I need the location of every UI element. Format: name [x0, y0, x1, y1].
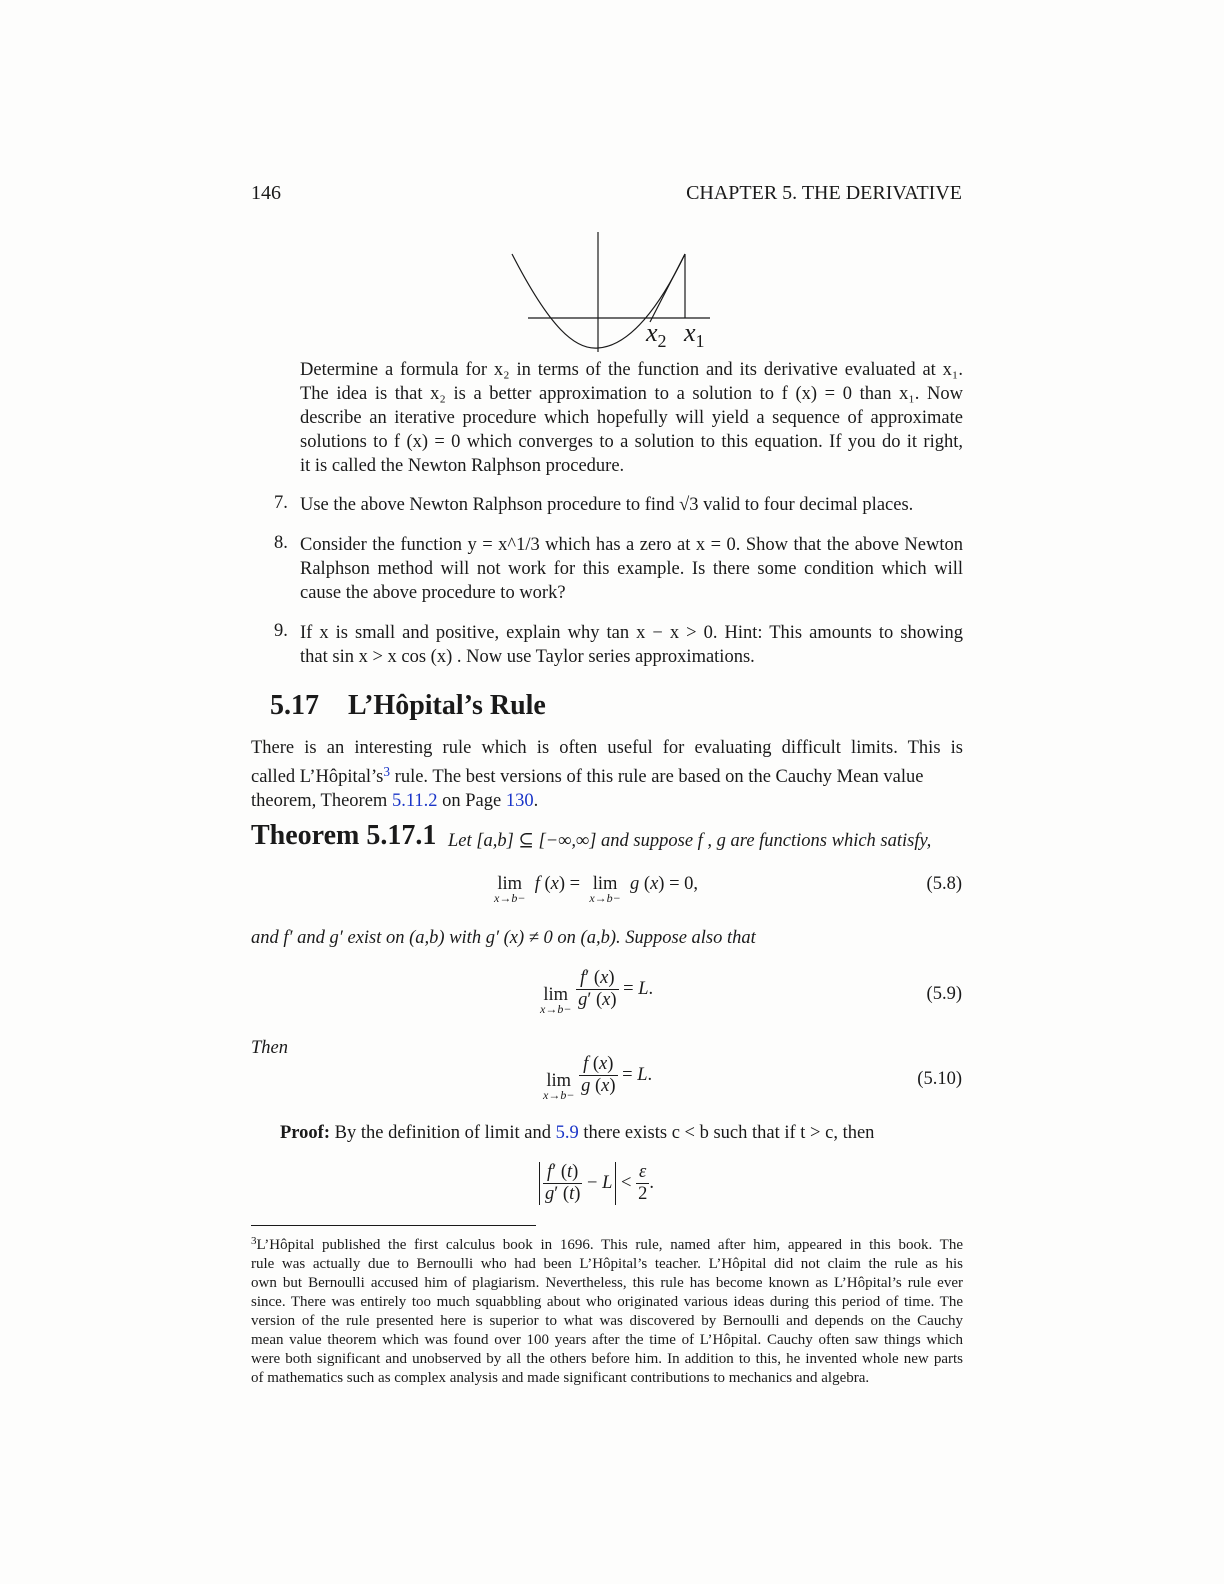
theorem-statement: Let [a,b] ⊆ [−∞,∞] and suppose f , g are functions which satisfy,	[448, 831, 932, 851]
exercise-number: 9.	[274, 621, 288, 641]
tangent-line	[650, 254, 685, 322]
text-line: version of the rule presented here is superior to what was discovered by Bernoulli and depends on the Cauchy	[251, 1312, 963, 1329]
page-link[interactable]: 130	[505, 790, 534, 811]
exercise-9	[300, 621, 963, 669]
page-number: 146	[251, 182, 281, 204]
exercise-8	[300, 533, 963, 605]
text-line: own but Bernoulli accused him of plagiarism. Nevertheless, this rule has become known as L’Hôpital’s rule ever	[251, 1274, 963, 1291]
text-line: called $L’Hôpital’s^3$ rule. The best versions of this rule are based on the Cauchy Mean value	[251, 764, 924, 787]
text-line: rule was actually due to Bernoulli who had been L’Hôpital’s teacher. L’Hôpital did not claim the rule as his	[251, 1255, 963, 1272]
equation-number: (5.8)	[926, 874, 962, 894]
text-line: Ralphson method will not work for this example. Is there some condition which will	[300, 559, 963, 579]
section-number: 5.17	[270, 690, 319, 721]
theorem-link[interactable]: 5.11.2	[391, 790, 438, 811]
chapter-header: CHAPTER 5. THE DERIVATIVE	[686, 182, 962, 204]
equation-number: (5.9)	[926, 984, 962, 1004]
text-line: mean value theorem which was found over 100 years after the time of L’Hôpital. Cauchy often saw things which	[251, 1331, 963, 1348]
equation-5-9: lim x→b− $\frac{f' (x)}{g' (x)}$ = L.	[540, 968, 654, 1016]
exercise-7	[300, 493, 963, 517]
text-line: were both significant and unobserved by all the others before him. In addition to this, he invented whole new parts	[251, 1350, 963, 1367]
proof-inequality: $\frac{f' (t)}{g' (t)}$ − L < $\frac{\varepsilon}{2}$ .	[539, 1162, 654, 1205]
exercise-number: 7.	[274, 493, 288, 513]
footnote	[251, 1232, 963, 1388]
equation-5-10: lim x→b− $\frac{f (x)}{g (x)}$ = L.	[543, 1054, 653, 1102]
label-x1: $x_1$	[684, 318, 705, 351]
equation-5-8: lim x→b− f (x) = lim x→b− g (x) = 0,	[494, 874, 699, 905]
proof-label: Proof:	[280, 1123, 330, 1143]
text-line: cause the above procedure to work?	[300, 583, 566, 603]
section-heading	[270, 690, 546, 722]
text-line: There is an interesting rule which is often useful for evaluating difficult limits. This is	[251, 738, 963, 758]
text-line: If x is small and positive, explain why tan x − x > 0. Hint: This amounts to showing	[300, 623, 963, 643]
section-intro-paragraph	[251, 736, 963, 813]
theorem-condition: and f′ and g′ exist on (a,b) with g′ (x) ≠ 0 on (a,b). Suppose also that	[251, 928, 756, 948]
text-line: it is called the Newton Ralphson procedure.	[300, 456, 625, 476]
label-x2: $x_2$	[646, 318, 667, 351]
equation-link[interactable]: 5.9	[555, 1123, 579, 1143]
text-line: Consider the function y = x^1/3 which has a zero at x = 0. Show that the above Newton	[300, 535, 963, 555]
exercise-number: 8.	[274, 533, 288, 553]
text-line: Determine a formula for x₂ in terms of the function and its derivative evaluated at x₁.	[300, 360, 963, 380]
text-line: Use the above Newton Ralphson procedure to find √3 valid to four decimal places.	[300, 495, 914, 515]
text-line: theorem, Theorem 5.11.2 on Page 130.	[251, 790, 539, 811]
text-line: describe an iterative procedure which hopefully will yield a sequence of approximate	[300, 408, 963, 428]
text-line: that sin x > x cos (x) . Now use Taylor series approximations.	[300, 647, 755, 667]
text-line: solutions to f (x) = 0 which converges to a solution to this equation. If you do it right,	[300, 432, 963, 452]
footnote-divider	[251, 1225, 536, 1226]
footnote-ref[interactable]: 3	[383, 764, 391, 779]
section-title: L’Hôpital’s Rule	[348, 690, 546, 721]
theorem-label: Theorem 5.17.1	[251, 820, 437, 851]
then-label: Then	[251, 1038, 288, 1058]
equation-number: (5.10)	[917, 1069, 962, 1089]
newton-intro-paragraph	[300, 358, 963, 478]
text-line: of mathematics such as complex analysis and made significant contributions to mechanics and algebra.	[251, 1369, 870, 1386]
text-line: since. There was entirely too much squabbling about who originated various ideas during this period of time. The	[251, 1293, 963, 1310]
text-line: $^3$L’Hôpital published the first calculus book in 1696. This rule, named after him, appeared in this book. The	[251, 1235, 963, 1253]
proof-line: Proof: By the definition of limit and 5.9 there exists c < b such that if t > c, then	[280, 1123, 875, 1143]
text-line: The idea is that x₂ is a better approximation to a solution to f (x) = 0 than x₁. Now	[300, 384, 963, 404]
